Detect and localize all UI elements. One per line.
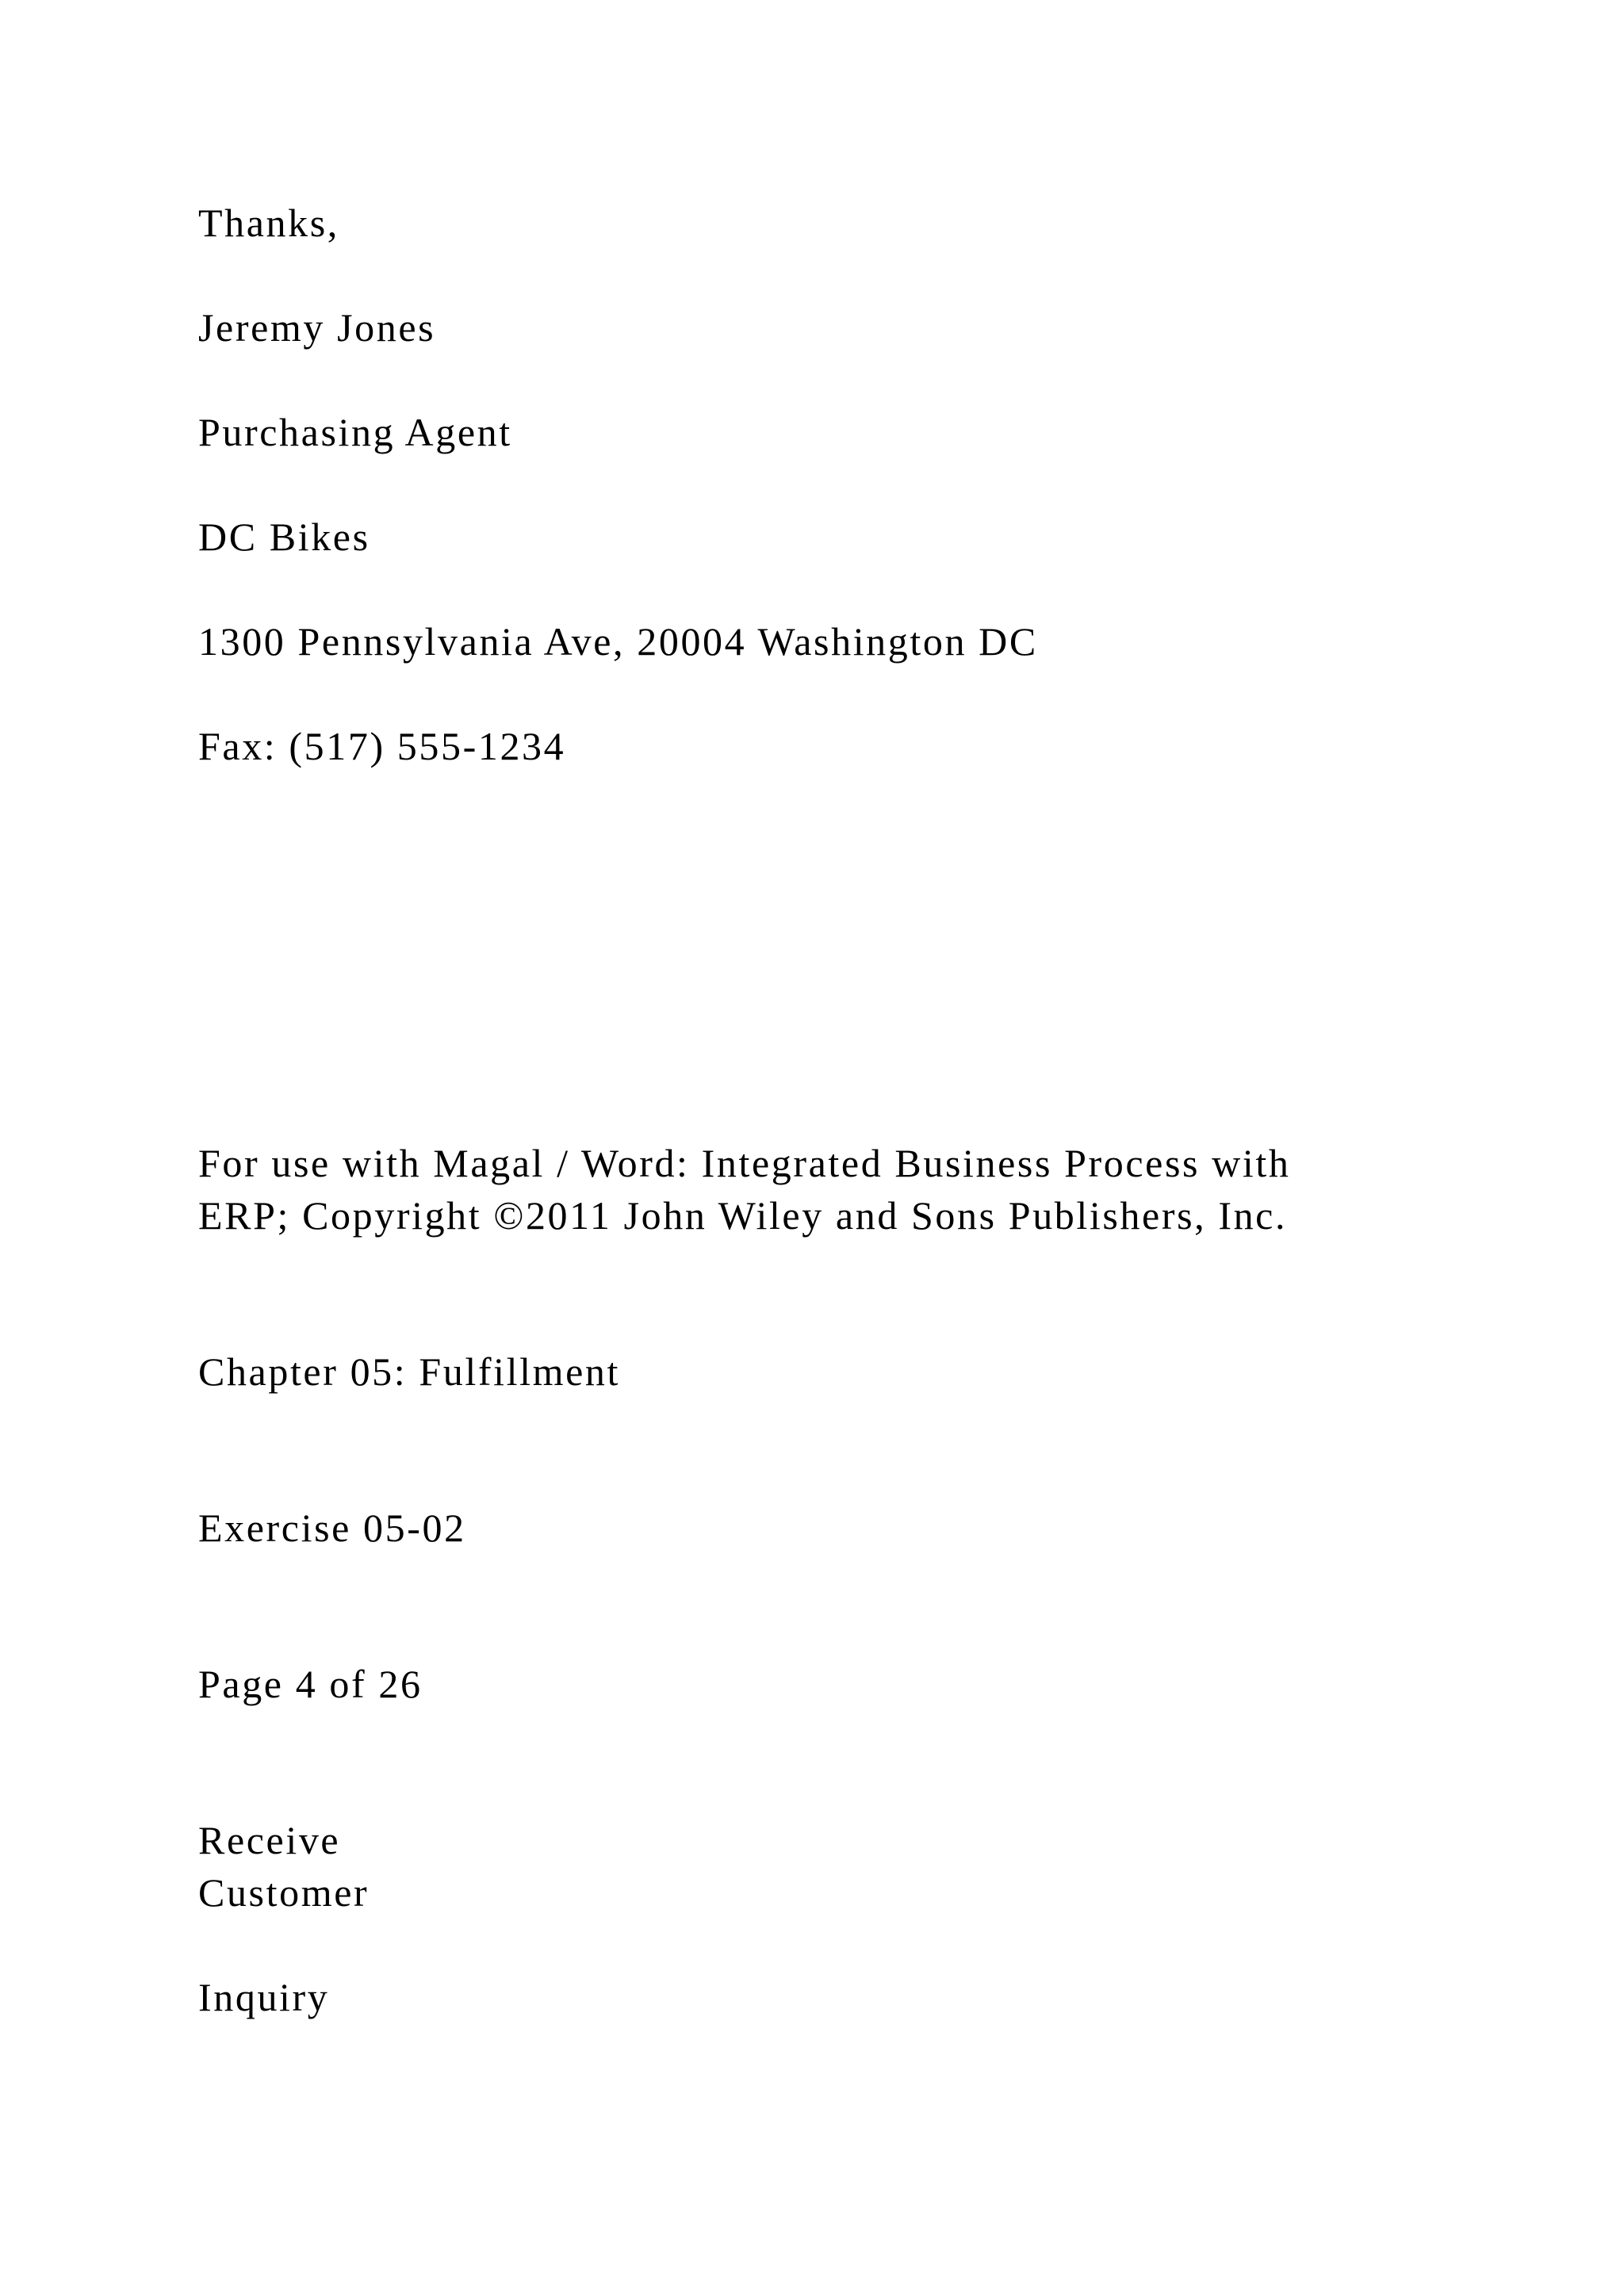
signature-address: 1300 Pennsylvania Ave, 20004 Washington DC xyxy=(198,619,1038,664)
signature-company: DC Bikes xyxy=(198,515,370,559)
copyright-line-2: ERP; Copyright ©2011 John Wiley and Sons Publishers, Inc. xyxy=(198,1193,1288,1238)
chapter-label: Chapter 05: Fulfillment xyxy=(198,1349,620,1394)
page-number: Page 4 of 26 xyxy=(198,1662,423,1706)
signature-fax: Fax: (517) 555-1234 xyxy=(198,724,566,768)
signature-name: Jeremy Jones xyxy=(198,305,436,350)
exercise-label: Exercise 05-02 xyxy=(198,1506,466,1550)
process-step-line-1: Receive xyxy=(198,1818,341,1862)
copyright-line-1: For use with Magal / Word: Integrated Business Process with xyxy=(198,1141,1291,1185)
process-step-line-3: Inquiry xyxy=(198,1975,330,2019)
process-step-line-2: Customer xyxy=(198,1870,370,1915)
signature-title: Purchasing Agent xyxy=(198,410,512,454)
signature-closing: Thanks, xyxy=(198,201,339,245)
